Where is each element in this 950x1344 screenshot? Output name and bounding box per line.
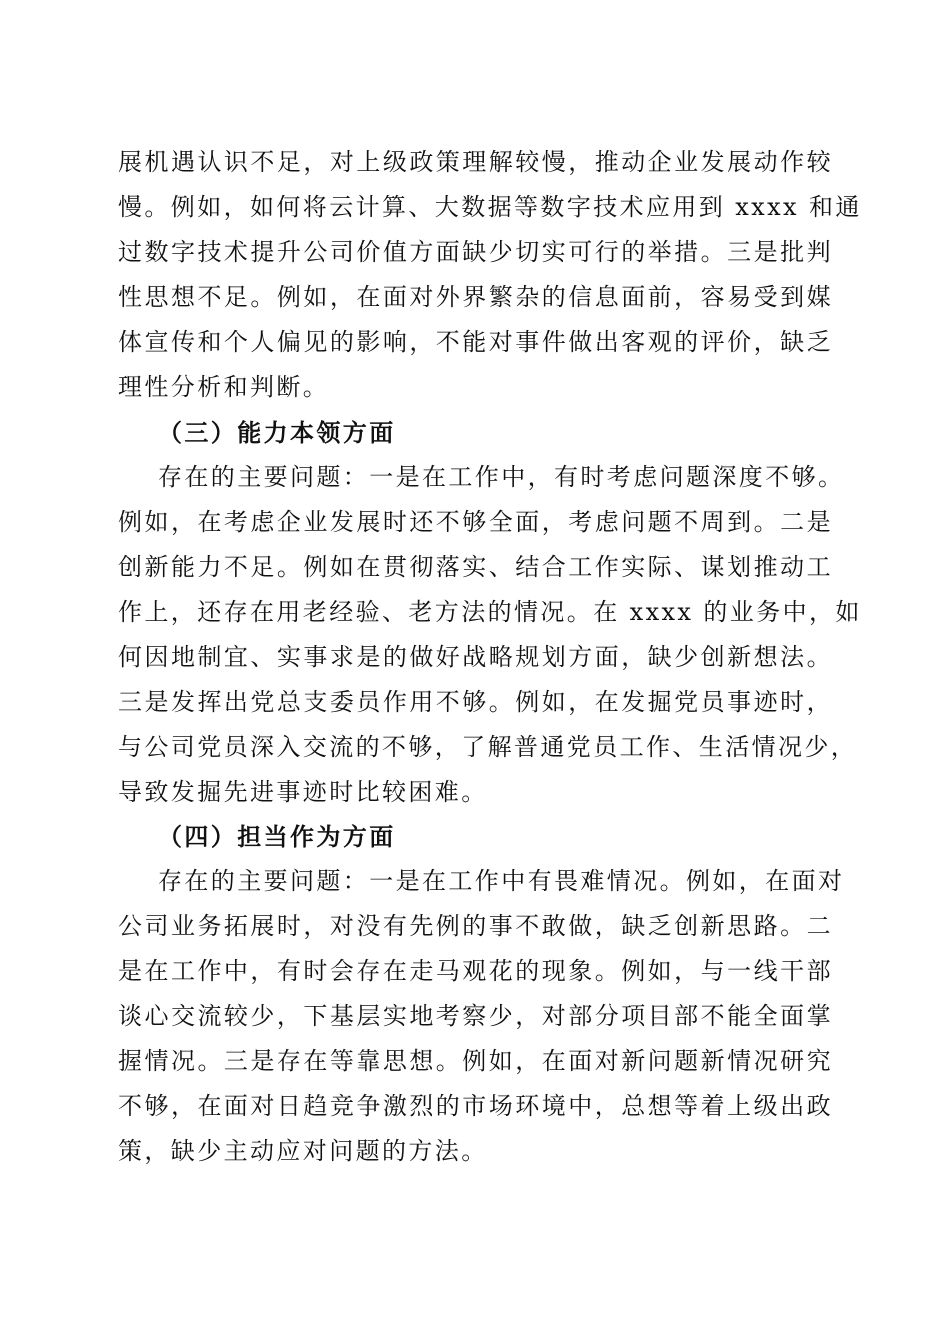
paragraph-line: 何因地制宜、实事求是的做好战略规划方面，缺少创新想法。 <box>118 643 833 671</box>
paragraph-line: 性思想不足。例如，在面对外界繁杂的信息面前，容易受到媒 <box>118 283 833 311</box>
paragraph-line: 握情况。三是存在等靠思想。例如，在面对新问题新情况研究 <box>118 1047 833 1075</box>
section-heading-3: （三）能力本领方面 <box>158 418 396 447</box>
paragraph-line: 不够，在面对日趋竞争激烈的市场环境中，总想等着上级出政 <box>118 1092 833 1120</box>
paragraph-3 <box>118 859 845 1174</box>
paragraph-line: 创新能力不足。例如在贯彻落实、结合工作实际、谋划推动工 <box>118 553 833 581</box>
section-heading-4: （四）担当作为方面 <box>158 822 396 851</box>
paragraph-line: 与公司党员深入交流的不够，了解普通党员工作、生活情况少， <box>118 733 858 761</box>
paragraph-1 <box>118 140 862 410</box>
section-heading-3-block <box>118 410 833 455</box>
paragraph-line: 过数字技术提升公司价值方面缺少切实可行的举措。三是批判 <box>118 238 833 266</box>
paragraph-line: 慢。例如，如何将云计算、大数据等数字技术应用到 xxxx 和通 <box>118 193 862 221</box>
paragraph-line: 谈心交流较少，下基层实地考察少，对部分项目部不能全面掌 <box>118 1002 833 1030</box>
section-heading-4-block <box>118 814 833 859</box>
paragraph-line: 作上，还存在用老经验、老方法的情况。在 xxxx 的业务中，如 <box>118 598 862 626</box>
paragraph-line: 公司业务拓展时，对没有先例的事不敢做，缺乏创新思路。二 <box>118 912 833 940</box>
paragraph-line: 三是发挥出党总支委员作用不够。例如，在发掘党员事迹时， <box>118 688 833 716</box>
paragraph-2 <box>118 455 862 815</box>
paragraph-line: 导致发掘先进事迹时比较困难。 <box>118 778 488 806</box>
paragraph-line: 体宣传和个人偏见的影响，不能对事件做出客观的评价，缺乏 <box>118 328 833 356</box>
paragraph-line: 存在的主要问题：一是在工作中有畏难情况。例如，在面对 <box>158 867 845 895</box>
paragraph-line: 展机遇认识不足，对上级政策理解较慢，推动企业发展动作较 <box>118 148 833 176</box>
paragraph-line: 例如，在考虑企业发展时还不够全面，考虑问题不周到。二是 <box>118 508 833 536</box>
paragraph-line: 存在的主要问题：一是在工作中，有时考虑问题深度不够。 <box>158 463 845 491</box>
paragraph-line: 策，缺少主动应对问题的方法。 <box>118 1137 488 1165</box>
paragraph-line: 理性分析和判断。 <box>118 373 330 401</box>
paragraph-line: 是在工作中，有时会存在走马观花的现象。例如，与一线干部 <box>118 957 833 985</box>
